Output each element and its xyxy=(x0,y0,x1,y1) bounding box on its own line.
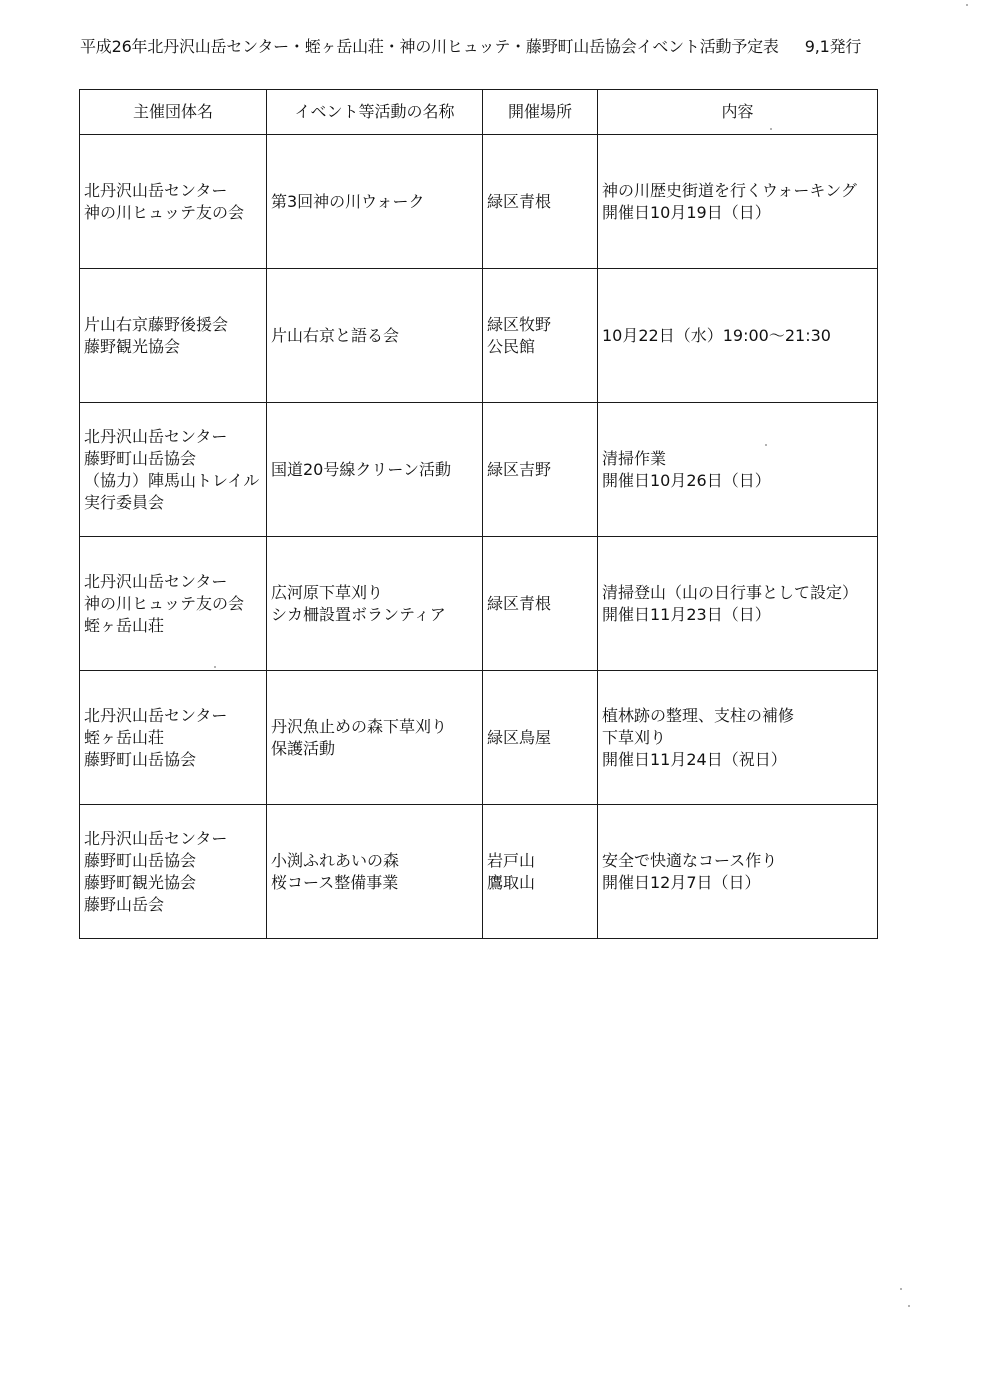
organizer-cell-line: 片山右京藤野後援会 xyxy=(84,314,229,334)
organizer-cell-line: 藤野山岳会 xyxy=(84,894,165,914)
table-row xyxy=(80,537,878,671)
content-cell-line: 神の川歴史街道を行くウォーキング xyxy=(602,180,857,200)
table-row xyxy=(80,269,878,403)
organizer-cell-line: 藤野町山岳協会 xyxy=(84,850,197,870)
table-row xyxy=(80,671,878,805)
content-cell xyxy=(598,135,878,269)
venue-cell xyxy=(483,671,598,805)
organizer-cell-line: 藤野町山岳協会 xyxy=(84,448,197,468)
organizer-cell-line: 北丹沢山岳センター xyxy=(84,426,228,446)
organizer-cell-line: 神の川ヒュッテ友の会 xyxy=(84,202,245,222)
header-venue: 開催場所 xyxy=(483,90,598,135)
event-name-cell xyxy=(267,537,483,671)
venue-cell-line: 緑区鳥屋 xyxy=(487,727,552,747)
organizer-cell-line: 藤野町観光協会 xyxy=(84,872,197,892)
table-body xyxy=(80,135,878,939)
content-cell-line: 開催日11月24日（祝日） xyxy=(602,749,787,769)
venue-cell-line: 緑区青根 xyxy=(487,191,552,211)
event-name-cell-line: 桜コース整備事業 xyxy=(271,872,399,892)
content-cell xyxy=(598,537,878,671)
event-name-cell xyxy=(267,403,483,537)
venue-cell xyxy=(483,135,598,269)
venue-cell xyxy=(483,269,598,403)
venue-cell-line: 鷹取山 xyxy=(487,872,536,892)
organizer-cell xyxy=(80,805,267,939)
organizer-cell-line: 北丹沢山岳センター xyxy=(84,571,228,591)
organizer-cell xyxy=(80,403,267,537)
content-cell xyxy=(598,805,878,939)
event-name-cell xyxy=(267,135,483,269)
organizer-cell-line: 神の川ヒュッテ友の会 xyxy=(84,593,245,613)
venue-cell xyxy=(483,537,598,671)
document-title-text: 平成26年北丹沢山岳センター・蛭ヶ岳山荘・神の川ヒュッテ・藤野町山岳協会イベント活動予定表 xyxy=(80,37,779,56)
event-name-cell-line: 第3回神の川ウォーク xyxy=(271,191,425,211)
scan-speck xyxy=(966,4,968,6)
scan-speck xyxy=(214,666,216,668)
table-row xyxy=(80,805,878,939)
content-cell-line: 10月22日（水）19:00～21:30 xyxy=(602,325,831,345)
scan-speck xyxy=(908,1305,910,1307)
event-name-cell-line: 片山右京と語る会 xyxy=(271,325,400,345)
organizer-cell-line: 北丹沢山岳センター xyxy=(84,828,228,848)
venue-cell xyxy=(483,805,598,939)
issue-date: 9,1発行 xyxy=(804,37,862,56)
organizer-cell-line: 実行委員会 xyxy=(84,492,165,512)
event-name-cell-line: 丹沢魚止めの森下草刈り xyxy=(271,716,448,736)
organizer-cell-line: 北丹沢山岳センター xyxy=(84,705,228,725)
header-event-name: イベント等活動の名称 xyxy=(267,90,483,135)
table-row xyxy=(80,403,878,537)
organizer-cell-line: 藤野観光協会 xyxy=(84,336,181,356)
event-name-cell-line: 広河原下草刈り xyxy=(271,582,384,602)
table-header-row xyxy=(80,90,878,135)
scan-speck xyxy=(765,444,767,446)
content-cell xyxy=(598,671,878,805)
content-cell-line: 清掃登山（山の日行事として設定） xyxy=(602,582,859,602)
event-name-cell xyxy=(267,671,483,805)
organizer-cell-line: 藤野町山岳協会 xyxy=(84,749,197,769)
header-organizer: 主催団体名 xyxy=(80,90,267,135)
event-name-cell-line: 小渕ふれあいの森 xyxy=(271,850,400,870)
event-name-cell-line: シカ柵設置ボランティア xyxy=(271,604,446,624)
content-cell-line: 開催日11月23日（日） xyxy=(602,604,771,624)
venue-cell-line: 緑区吉野 xyxy=(487,459,552,479)
content-cell-line: 開催日12月7日（日） xyxy=(602,872,761,892)
event-name-cell xyxy=(267,269,483,403)
content-cell-line: 開催日10月26日（日） xyxy=(602,470,771,490)
organizer-cell-line: （協力）陣馬山トレイル xyxy=(84,470,260,490)
organizer-cell xyxy=(80,135,267,269)
event-name-cell-line: 国道20号線クリーン活動 xyxy=(271,459,452,479)
scan-speck xyxy=(770,128,772,130)
organizer-cell xyxy=(80,269,267,403)
content-cell-line: 下草刈り xyxy=(602,727,667,747)
content-cell-line: 清掃作業 xyxy=(602,448,667,468)
content-cell-line: 安全で快適なコース作り xyxy=(602,850,778,870)
content-cell xyxy=(598,269,878,403)
event-schedule-table xyxy=(79,89,878,939)
organizer-cell-line: 蛭ヶ岳山荘 xyxy=(84,615,165,635)
event-name-cell-line: 保護活動 xyxy=(271,738,336,758)
header-content: 内容 xyxy=(598,90,878,135)
venue-cell-line: 岩戸山 xyxy=(487,850,536,870)
venue-cell-line: 公民館 xyxy=(487,336,536,356)
organizer-cell-line: 北丹沢山岳センター xyxy=(84,180,228,200)
content-cell-line: 開催日10月19日（日） xyxy=(602,202,771,222)
table-row xyxy=(80,135,878,269)
organizer-cell xyxy=(80,671,267,805)
venue-cell xyxy=(483,403,598,537)
event-name-cell xyxy=(267,805,483,939)
scan-speck xyxy=(900,1288,902,1290)
organizer-cell-line: 蛭ヶ岳山荘 xyxy=(84,727,165,747)
organizer-cell xyxy=(80,537,267,671)
content-cell xyxy=(598,403,878,537)
document-title xyxy=(80,36,940,58)
content-cell-line: 植林跡の整理、支柱の補修 xyxy=(602,705,795,725)
venue-cell-line: 緑区青根 xyxy=(487,593,552,613)
venue-cell-line: 緑区牧野 xyxy=(487,314,552,334)
